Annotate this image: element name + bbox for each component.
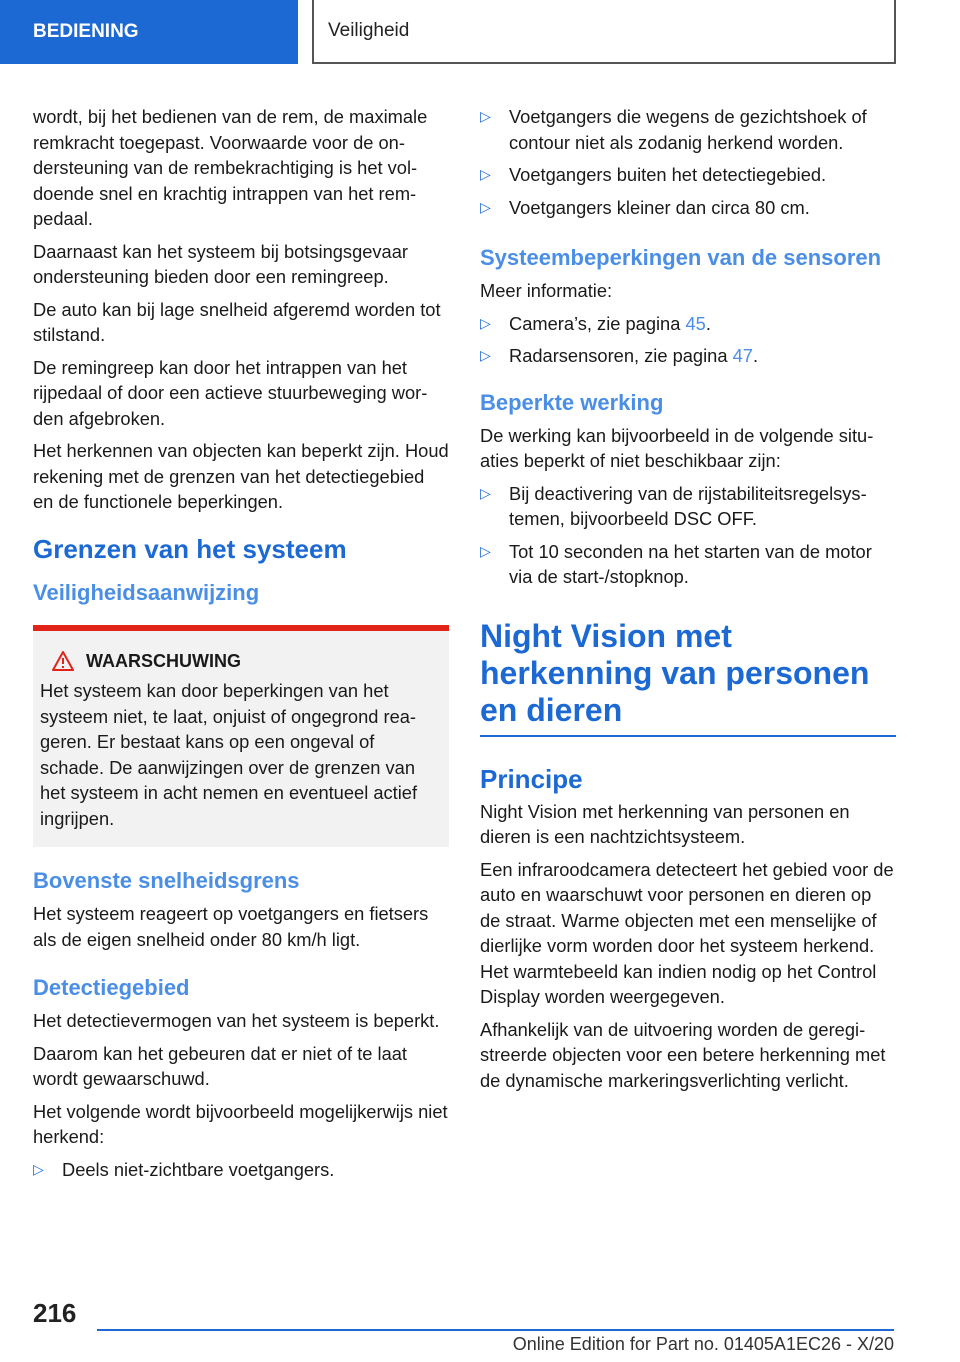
paragraph: Het systeem reageert op voetgangers en fietsers als de eigen snelheid onder 80 km/h ligt. (33, 903, 429, 950)
heading-beperkte-werking: Beperkte werking (480, 389, 664, 415)
warning-label: WAARSCHUWING (86, 650, 241, 671)
section-tab (0, 0, 298, 64)
list-item: ▷ Voetgangers die wegens de gezichtshoek of contour niet als zodanig herkend worden. (480, 106, 867, 153)
heading-night-vision: Night Vision met herkenning van personen en dieren (480, 618, 896, 737)
list-item: ▷ Bij deactivering van de rijstabiliteitsregelsystemen, bijvoorbeeld DSC OFF. (480, 482, 867, 529)
paragraph: Het detectievermogen van het systeem is beperkt. (33, 1010, 440, 1031)
list-item: ▷ Camera’s, zie pagina 45. (480, 311, 896, 337)
warning-triangle-icon (52, 651, 74, 671)
page-link-45[interactable]: 45 (685, 312, 706, 334)
paragraph: Het volgende wordt bijvoorbeeld mogelijkerwijs niet herkend: (33, 1100, 448, 1147)
paragraph: Het herkennen van objecten kan beperkt zijn. Houd rekening met de grenzen van het detectiegebied en de functionele beperkingen. (33, 440, 449, 512)
footer-divider (97, 1329, 894, 1331)
paragraph: wordt, bij het bedienen van de rem, de maximale remkracht toegepast. Voorwaarde voor de ondersteuning van de rembekrachtiging is het voldoende snel en krachtig intrappen van het rempedaal. (33, 106, 428, 229)
list-item: ▷ Deels niet-zichtbare voetgangers. (33, 1157, 449, 1183)
warning-text: Het systeem kan door beperkingen van het systeem niet, te laat, onjuist of ongegrond reageren. Er bestaat kans op een ongeval of schade. De aanwijzingen over de grenzen van het systeem in acht nemen en eventueel actief ingrijpen. (40, 680, 418, 829)
bullet-icon: ▷ (480, 314, 491, 331)
paragraph: Afhankelijk van de uitvoering worden de geregistreerde objecten voor een betere herkenning met de dynamische markeringsverlichting verlicht. (480, 1018, 886, 1091)
bullet-icon: ▷ (480, 484, 491, 501)
section-label: BEDIENING (33, 21, 139, 42)
paragraph: Een infraroodcamera detecteert het gebied voor de auto en waarschuwt voor personen en dieren op de straat. Warme objecten met een menselijke of dierlijke vorm worden door het systeem herkend. Het warmtebeeld kan indien nodig op het Control Display worden weergegeven. (480, 858, 894, 1007)
bullet-icon: ▷ (33, 1160, 44, 1177)
reference-list (480, 311, 896, 369)
paragraph: Daarom kan het gebeuren dat er niet of te laat wordt gewaarschuwd. (33, 1042, 407, 1089)
warning-title (40, 649, 439, 675)
right-column (480, 104, 896, 1100)
left-column (33, 104, 449, 1190)
heading-grenzen: Grenzen van het systeem (33, 533, 347, 564)
warning-box (33, 625, 449, 848)
bullet-icon: ▷ (480, 166, 491, 182)
topic-label: Veiligheid (328, 20, 410, 41)
list-item: ▷ Voetgangers kleiner dan circa 80 cm. (480, 195, 896, 221)
paragraph: De remingreep kan door het intrappen van het rijpedaal of door een actieve stuurbeweging worden afgebroken. (33, 356, 428, 429)
bullet-list (33, 1157, 449, 1183)
bullet-list (480, 104, 896, 220)
heading-veiligheid: Veiligheidsaanwijzing (33, 579, 260, 605)
bullet-icon: ▷ (480, 542, 491, 559)
paragraph: De auto kan bij lage snelheid afgeremd worden tot stilstand. (33, 298, 441, 345)
heading-snelheidsgrens: Bovenste snelheidsgrens (33, 868, 300, 893)
page-number: 216 (33, 1298, 77, 1328)
list-item: ▷ Voetgangers buiten het detectiegebied. (480, 162, 896, 188)
bullet-icon: ▷ (480, 198, 491, 215)
topic-header (312, 0, 896, 64)
bullet-icon: ▷ (480, 347, 491, 363)
paragraph: Daarnaast kan het systeem bij botsingsgevaar ondersteuning bieden door een remingreep. (33, 240, 408, 287)
list-item: ▷ Radarsensoren, zie pagina 47. (480, 343, 896, 369)
paragraph: Meer informatie: (480, 280, 613, 301)
edition-note: Online Edition for Part no. 01405A1EC26 - X/20 (512, 1334, 894, 1354)
heading-detectiegebied: Detectiegebied (33, 975, 190, 1000)
bullet-list (480, 481, 896, 590)
bullet-icon: ▷ (480, 108, 491, 124)
page-link-47[interactable]: 47 (732, 345, 753, 366)
list-item: ▷ Tot 10 seconden na het starten van de motor via de start-/stopknop. (480, 540, 872, 587)
paragraph: De werking kan bijvoorbeeld in de volgende situaties beperkt of niet beschikbaar zijn: (480, 424, 874, 471)
heading-principe: Principe (480, 763, 583, 794)
paragraph: Night Vision met herkenning van personen en dieren is een nachtzichtsysteem. (480, 800, 850, 847)
heading-sensoren: Systeembeperkingen van de sensoren (480, 245, 882, 270)
